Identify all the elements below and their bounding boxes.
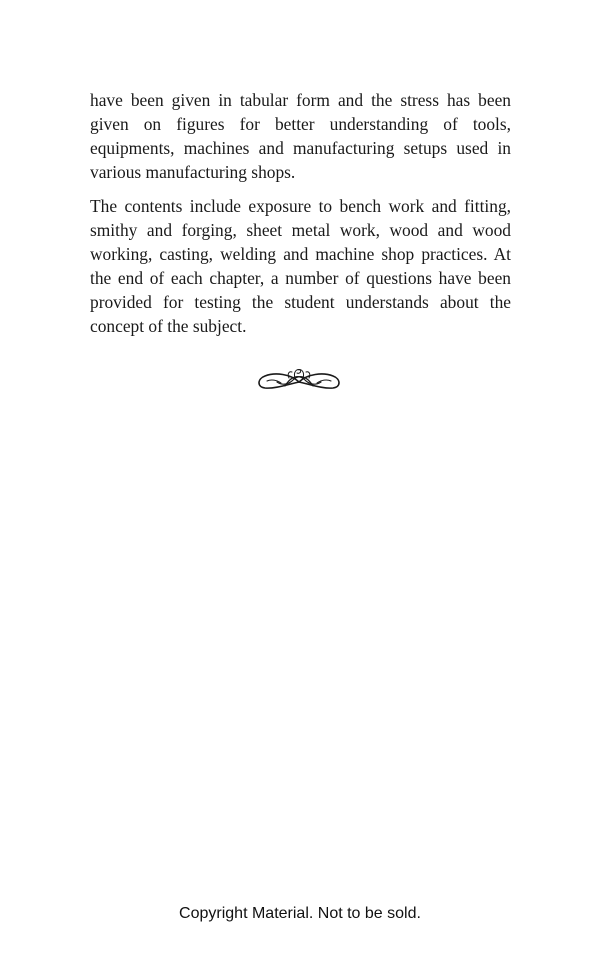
- body-text: [90, 88, 511, 338]
- paragraph: have been given in tabular form and the stress has been given on figures for better understanding of tools, equipments, machines and manufacturing setups used in various manufacturing shops.: [90, 90, 511, 182]
- flourish-ornament-icon: [255, 364, 343, 394]
- copyright-notice: Copyright Material. Not to be sold.: [179, 905, 421, 922]
- paragraph: The contents include exposure to bench work and fitting, smithy and forging, sheet metal work, wood and wood working, casting, welding and machine shop practices. At the end of each chapter, a number of questions have been provided for testing the student understands about the concept of the subject.: [90, 196, 511, 336]
